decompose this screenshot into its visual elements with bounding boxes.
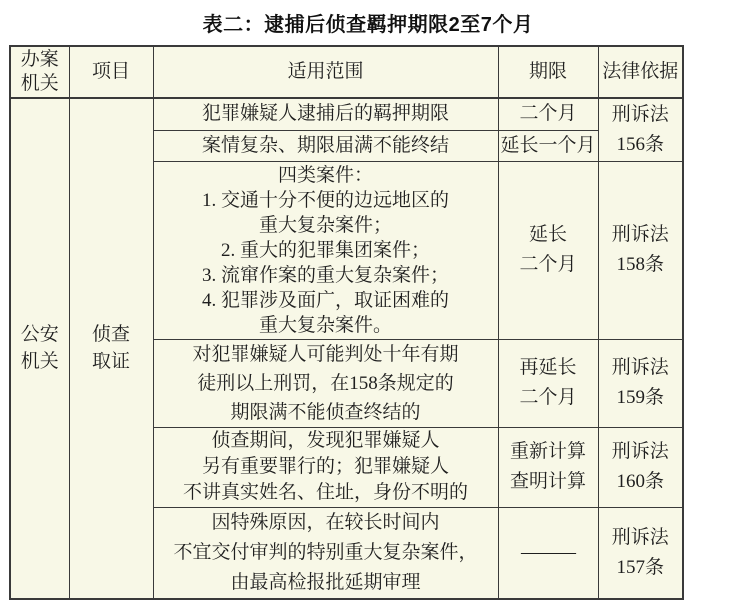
scope-cell-row4 bbox=[153, 339, 498, 427]
legal-line1: 刑诉法 bbox=[611, 357, 669, 378]
legal-cell-row6 bbox=[598, 507, 683, 599]
project-cell bbox=[69, 98, 153, 599]
legal-line1: 刑诉法 bbox=[611, 526, 669, 548]
period-line: 二个月 bbox=[519, 103, 577, 125]
scope-line: 4. 犯罪涉及面广，取证困难的 bbox=[201, 289, 449, 311]
scope-cell-row5 bbox=[153, 427, 498, 507]
legal-cell-row3 bbox=[598, 161, 683, 339]
period-dash: ——— bbox=[521, 541, 575, 563]
period-line2: 查明计算 bbox=[509, 471, 586, 492]
legal-line2: 157条 bbox=[616, 556, 664, 578]
legal-line1: 刑诉法 bbox=[611, 224, 669, 245]
header-project-label: 项目 bbox=[91, 61, 130, 82]
header-period-label: 期限 bbox=[528, 61, 567, 82]
period-cell-row1 bbox=[498, 98, 598, 130]
scope-line: 徒刑以上刑罚，在158条规定的 bbox=[197, 372, 454, 394]
header-agency bbox=[10, 46, 69, 98]
header-project bbox=[69, 46, 153, 98]
scope-line: 1. 交通十分不便的边远地区的 bbox=[201, 189, 449, 211]
header-agency-line1: 办案 bbox=[20, 49, 59, 70]
header-scope-label: 适用范围 bbox=[287, 61, 364, 82]
period-cell-row6 bbox=[498, 507, 598, 599]
scope-line: 重大复杂案件。 bbox=[258, 314, 392, 336]
scope-line: 重大复杂案件； bbox=[258, 214, 392, 236]
scope-cell-row3 bbox=[153, 161, 498, 339]
scope-cell-row2 bbox=[153, 130, 498, 161]
period-cell-row4 bbox=[498, 339, 598, 427]
scope-line: 期限满不能侦查终结的 bbox=[230, 401, 421, 423]
agency-line1: 公安 bbox=[20, 324, 59, 346]
scope-line: 侦查期间，发现犯罪嫌疑人 bbox=[211, 430, 440, 451]
legal-cell-row1-2 bbox=[598, 98, 683, 161]
agency-line2: 机关 bbox=[20, 351, 59, 373]
period-cell-row2 bbox=[498, 130, 598, 161]
legal-line1: 刑诉法 bbox=[611, 441, 669, 462]
scope-line: 由最高检报批延期审理 bbox=[230, 571, 421, 593]
project-line1: 侦查 bbox=[91, 324, 130, 346]
legal-cell-row5 bbox=[598, 427, 683, 507]
period-cell-row5 bbox=[498, 427, 598, 507]
header-agency-line2: 机关 bbox=[20, 73, 59, 94]
detention-period-table bbox=[9, 45, 684, 600]
scope-line: 犯罪嫌疑人逮捕后的羁押期限 bbox=[201, 103, 449, 125]
legal-line1: 刑诉法 bbox=[611, 103, 669, 125]
scope-line: 3. 流窜作案的重大复杂案件； bbox=[201, 264, 449, 286]
scope-cell-row6 bbox=[153, 507, 498, 599]
period-line1: 再延长 bbox=[519, 357, 577, 378]
scope-line: 四类案件： bbox=[277, 164, 373, 186]
period-line2: 二个月 bbox=[519, 254, 577, 275]
header-scope bbox=[153, 46, 498, 98]
header-period bbox=[498, 46, 598, 98]
period-cell-row3 bbox=[498, 161, 598, 339]
legal-line2: 156条 bbox=[616, 133, 664, 155]
scope-line: 因特殊原因，在较长时间内 bbox=[211, 511, 440, 533]
table-row bbox=[10, 98, 683, 130]
scope-line: 对犯罪嫌疑人可能判处十年有期 bbox=[192, 343, 459, 365]
period-line: 延长一个月 bbox=[500, 134, 596, 156]
scope-line: 2. 重大的犯罪集团案件； bbox=[220, 239, 430, 261]
project-line2: 取证 bbox=[91, 351, 130, 373]
legal-line2: 160条 bbox=[616, 471, 664, 492]
header-legal bbox=[598, 46, 683, 98]
scope-line: 另有重要罪行的；犯罪嫌疑人 bbox=[201, 456, 449, 477]
legal-line2: 158条 bbox=[616, 254, 664, 275]
table-title: 表二：逮捕后侦查羁押期限2至7个月 bbox=[202, 14, 534, 36]
scope-line: 不宜交付审判的特别重大复杂案件， bbox=[173, 541, 478, 563]
header-row bbox=[10, 46, 683, 98]
header-legal-label: 法律依据 bbox=[602, 61, 679, 82]
period-line1: 重新计算 bbox=[509, 441, 586, 462]
scope-line: 不讲真实姓名、住址，身份不明的 bbox=[182, 482, 468, 503]
period-line1: 延长 bbox=[528, 224, 567, 245]
period-line2: 二个月 bbox=[519, 387, 577, 408]
scope-line: 案情复杂、期限届满不能终结 bbox=[201, 134, 449, 156]
scope-cell-row1 bbox=[153, 98, 498, 130]
legal-cell-row4 bbox=[598, 339, 683, 427]
agency-cell bbox=[10, 98, 69, 599]
legal-line2: 159条 bbox=[616, 387, 664, 408]
